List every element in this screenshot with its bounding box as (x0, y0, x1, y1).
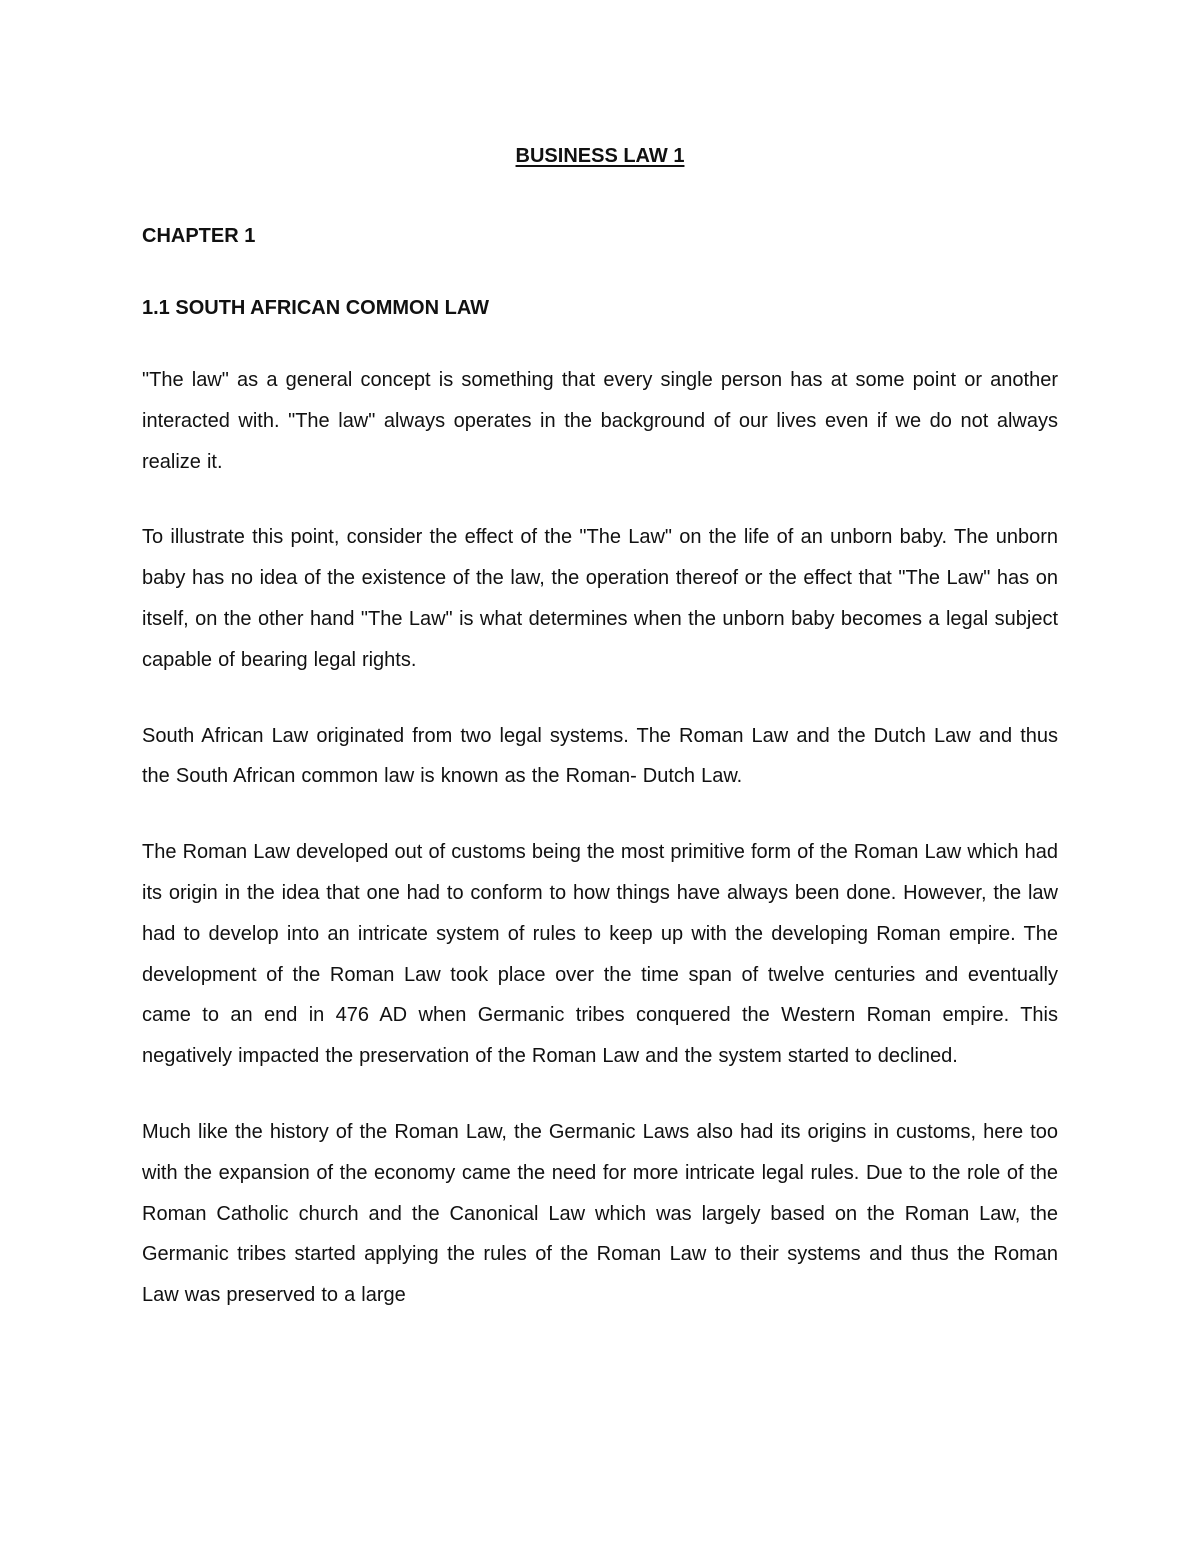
paragraph: Much like the history of the Roman Law, the Germanic Laws also had its origins in customs, here too with the expansion of the economy came the need for more intricate legal rules. Due to the role of the Roman Catholic church and the Canonical Law which was largely based on the Roman Law, the Germanic tribes started applying the rules of the Roman Law to their systems and thus the Roman Law was preserved to a large (142, 1120, 1058, 1307)
paragraph: To illustrate this point, consider the effect of the "The Law" on the life of an unborn baby. The unborn baby has no idea of the existence of the law, the operation thereof or the effect that "The Law" has on itself, on the other hand "The Law" is what determines when the unborn baby becomes a legal subject capable of bearing legal rights. (142, 526, 1058, 671)
document-title: BUSINESS LAW 1 (515, 145, 685, 167)
chapter-heading: CHAPTER 1 (142, 225, 256, 247)
paragraph: The Roman Law developed out of customs being the most primitive form of the Roman Law which had its origin in the idea that one had to conform to how things have always been done. However, the law had to develop into an intricate system of rules to keep up with the developing Roman empire. The development of the Roman Law took place over the time span of twelve centuries and eventually came to an end in 476 AD when Germanic tribes conquered the Western Roman empire. This negatively impacted the preservation of the Roman Law and the system started to declined. (142, 841, 1058, 1068)
paragraph: South African Law originated from two legal systems. The Roman Law and the Dutch Law and thus the South African common law is known as the Roman- Dutch Law. (142, 724, 1058, 788)
document-page (142, 140, 1058, 1316)
paragraph: "The law" as a general concept is something that every single person has at some point or another interacted with. "The law" always operates in the background of our lives even if we do not always realize it. (142, 369, 1058, 473)
section-heading: 1.1 SOUTH AFRICAN COMMON LAW (142, 297, 490, 319)
